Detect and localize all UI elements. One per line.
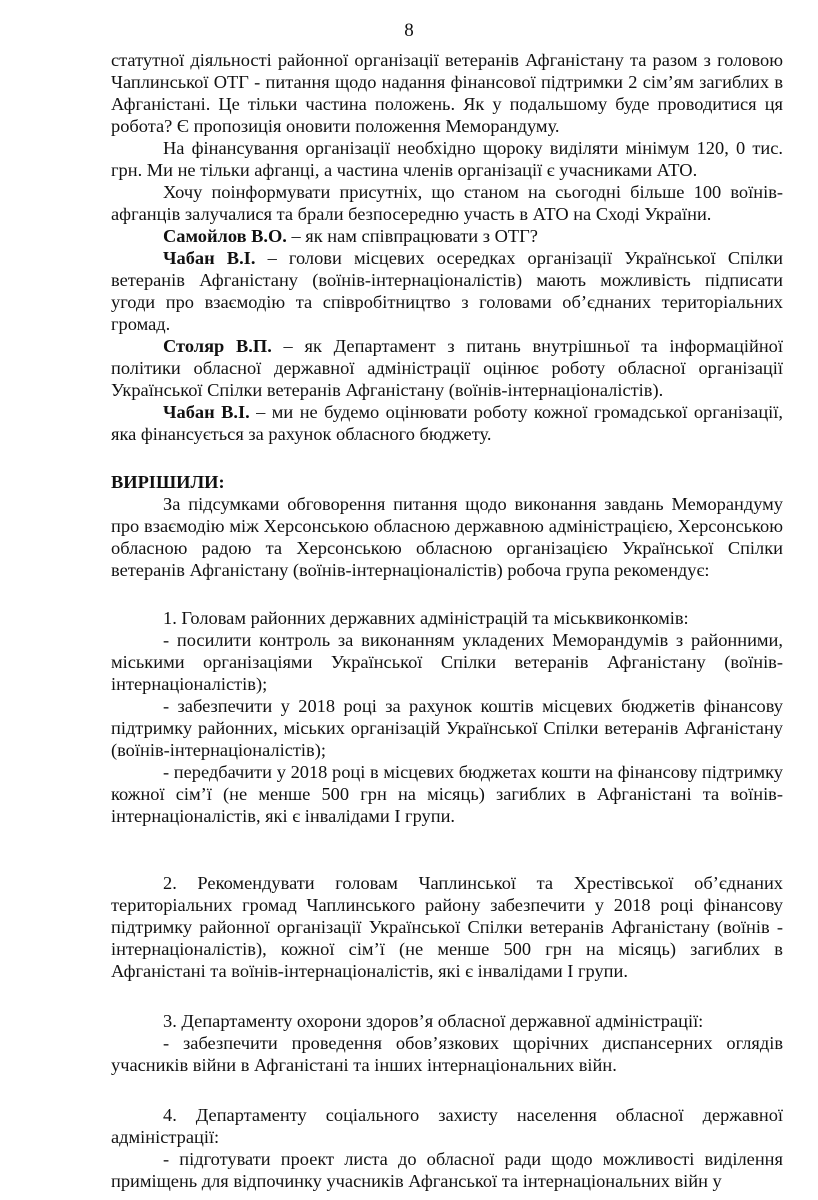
speaker-name: Чабан В.І. (163, 248, 256, 268)
document-body (111, 49, 783, 1192)
item4-title: 4. Департаменту соціального захисту населення обласної державної адміністрації: (111, 1105, 783, 1147)
item4-point: - підготувати проект листа до обласної ради щодо можливості виділення приміщень для відпочинку учасників Афганської та інтернаціональних війн у (111, 1149, 783, 1191)
dialogue-chaban-1 (111, 247, 783, 335)
dialogue-chaban-2 (111, 401, 783, 445)
item1-title: 1. Головам районних державних адміністрацій та міськвиконкомів: (163, 608, 689, 628)
speech-text: – ми не будемо оцінювати роботу кожної громадської організації, яка фінансується за рахунок обласного бюджету. (111, 402, 783, 444)
speech-text: – як нам співпрацювати з ОТГ? (286, 226, 538, 246)
item1-point: - посилити контроль за виконанням укладених Меморандумів з районними, міськими організаціями Української Спілки ветеранів Афганістану (воїнів-інтернаціоналістів); (111, 630, 783, 694)
dialogue-stoliar (111, 335, 783, 401)
speech-text: – голови місцевих осередках організації Української Спілки ветеранів Афганістану (воїнів-інтернаціоналістів) мають можливість підписати угоди про взаємодію та співробітництво з головами об’єднаних територіальних громад. (111, 248, 783, 334)
item1-point: - забезпечити у 2018 році за рахунок коштів місцевих бюджетів фінансову підтримку районних, міських організацій Української Спілки ветеранів Афганістану (воїнів-інтернаціоналістів); (111, 696, 783, 760)
speaker-name: Самойлов В.О. (163, 226, 287, 246)
decided-heading: ВИРІШИЛИ: (111, 472, 225, 492)
speaker-name: Чабан В.І. (163, 402, 250, 422)
item3-title: 3. Департаменту охорони здоров’я обласної державної адміністрації: (163, 1011, 704, 1031)
speaker-name: Столяр В.П. (163, 336, 272, 356)
item3-point: - забезпечити проведення обов’язкових щорічних диспансерних оглядів учасників війни в Афганістані та інших інтернаціональних війн. (111, 1033, 783, 1075)
paragraph-ato: Хочу поінформувати присутніх, що станом на сьогодні більше 100 воїнів-афганців залучалися та брали безпосередню участь в АТО на Сході України. (111, 182, 783, 224)
speech-text: – як Департамент з питань внутрішньої та інформаційної політики обласної державної адміністрації оцінює роботу обласної організації Української Спілки ветеранів Афганістану (воїнів-інтернаціоналістів). (111, 336, 783, 400)
page-number: 8 (404, 20, 414, 41)
item2: 2. Рекомендувати головам Чаплинської та Хрестівської об’єднаних територіальних громад Чаплинського району забезпечити у 2018 році фінансову підтримку районної організації Української Спілки ветеранів Афганістану (воїнів - інтернаціоналістів), кожної сім’ї (не менше 500 грн на місяць) загиблих в Афганістані та воїнів-інтернаціоналістів, які є інвалідами І групи. (111, 873, 783, 981)
dialogue-samoilov (111, 225, 783, 247)
paragraph-continuation: статутної діяльності районної організації ветеранів Афганістану та разом з головою Чаплинської ОТГ - питання щодо надання фінансової підтримки 2 сім’ям загиблих в Афганістані. Це тільки частина положень. Як у подальшому буде проводитися ця робота? Є пропозиція оновити положення Меморандуму. (111, 50, 783, 136)
item1-point: - передбачити у 2018 році в місцевих бюджетах кошти на фінансову підтримку кожної сім’ї (не менше 500 грн на місяць) загиблих в Афганістані та воїнів-інтернаціоналістів, які є інвалідами І групи. (111, 762, 783, 826)
decided-intro: За підсумками обговорення питання щодо виконання завдань Меморандуму про взаємодію між Херсонською обласною державною адміністрацією, Херсонською обласною радою та Херсонською обласною організацією Української Спілки ветеранів Афганістану (воїнів-інтернаціоналістів) робоча група рекомендує: (111, 494, 783, 580)
paragraph-financing: На фінансування організації необхідно щороку виділяти мінімум 120, 0 тис. грн. Ми не тільки афганці, а частина членів організації є учасниками АТО. (111, 138, 783, 180)
